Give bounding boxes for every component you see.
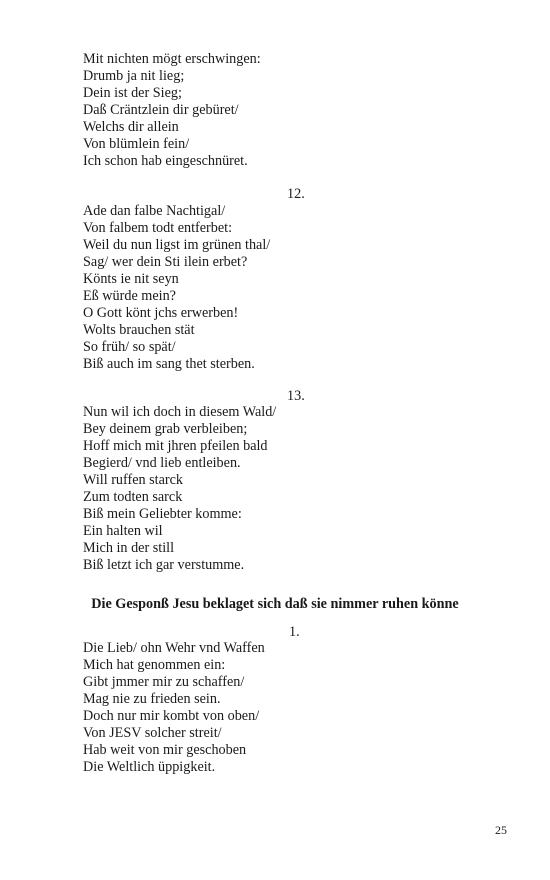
verse-line: Mag nie zu frieden sein. (83, 691, 221, 707)
verse-line: Könts ie nit seyn (83, 271, 179, 287)
verse-line: So früh/ so spät/ (83, 339, 176, 355)
verse-line: Eß würde mein? (83, 288, 176, 304)
stanza-number: 13. (287, 388, 305, 404)
poem-title: Die Gesponß Jesu beklaget sich daß sie nimmer ruhen könne (91, 596, 459, 612)
verse-line: Daß Cräntzlein dir gebüret/ (83, 102, 239, 118)
verse-line: Biß mein Geliebter komme: (83, 506, 242, 522)
verse-line: Von blümlein fein/ (83, 136, 190, 152)
verse-line: Von falbem todt entferbet: (83, 220, 233, 236)
verse-line: Die Weltlich üppigkeit. (83, 759, 216, 775)
stanza-11-tail (83, 51, 503, 170)
verse-line: Mit nichten mögt erschwingen: (83, 51, 261, 67)
verse-line: Mich in der still (83, 540, 175, 556)
verse-line: Nun wil ich doch in diesem Wald/ (83, 404, 277, 420)
stanza-12 (83, 203, 503, 373)
stanza-number: 1. (289, 624, 300, 640)
verse-line: Sag/ wer dein Sti ilein erbet? (83, 254, 248, 270)
verse-line: Welchs dir allein (83, 119, 179, 135)
verse-line: Ade dan falbe Nachtigal/ (83, 203, 226, 219)
verse-line: Mich hat genommen ein: (83, 657, 226, 673)
stanza-number: 12. (287, 186, 305, 202)
page-number: 25 (495, 823, 507, 837)
verse-line: Von JESV solcher streit/ (83, 725, 222, 741)
verse-line: O Gott könt jchs erwerben! (83, 305, 239, 321)
stanza-13 (83, 404, 503, 574)
verse-line: Zum todten sarck (83, 489, 183, 505)
verse-line: Hab weit von mir geschoben (83, 742, 247, 758)
verse-line: Die Lieb/ ohn Wehr vnd Waffen (83, 640, 265, 656)
verse-line: Biß auch im sang thet sterben. (83, 356, 255, 372)
verse-line: Ich schon hab eingeschnüret. (83, 153, 248, 169)
verse-line: Begierd/ vnd lieb entleiben. (83, 455, 241, 471)
verse-line: Wolts brauchen stät (83, 322, 195, 338)
verse-line: Biß letzt ich gar verstumme. (83, 557, 245, 573)
verse-line: Hoff mich mit jhren pfeilen bald (83, 438, 268, 454)
verse-line: Bey deinem grab verbleiben; (83, 421, 248, 437)
verse-line: Gibt jmmer mir zu schaffen/ (83, 674, 245, 690)
verse-line: Drumb ja nit lieg; (83, 68, 185, 84)
verse-line: Weil du nun ligst im grünen thal/ (83, 237, 271, 253)
poem2-stanza-1 (83, 640, 503, 776)
verse-line: Dein ist der Sieg; (83, 85, 182, 101)
verse-line: Will ruffen starck (83, 472, 184, 488)
verse-line: Ein halten wil (83, 523, 163, 539)
verse-line: Doch nur mir kombt von oben/ (83, 708, 260, 724)
